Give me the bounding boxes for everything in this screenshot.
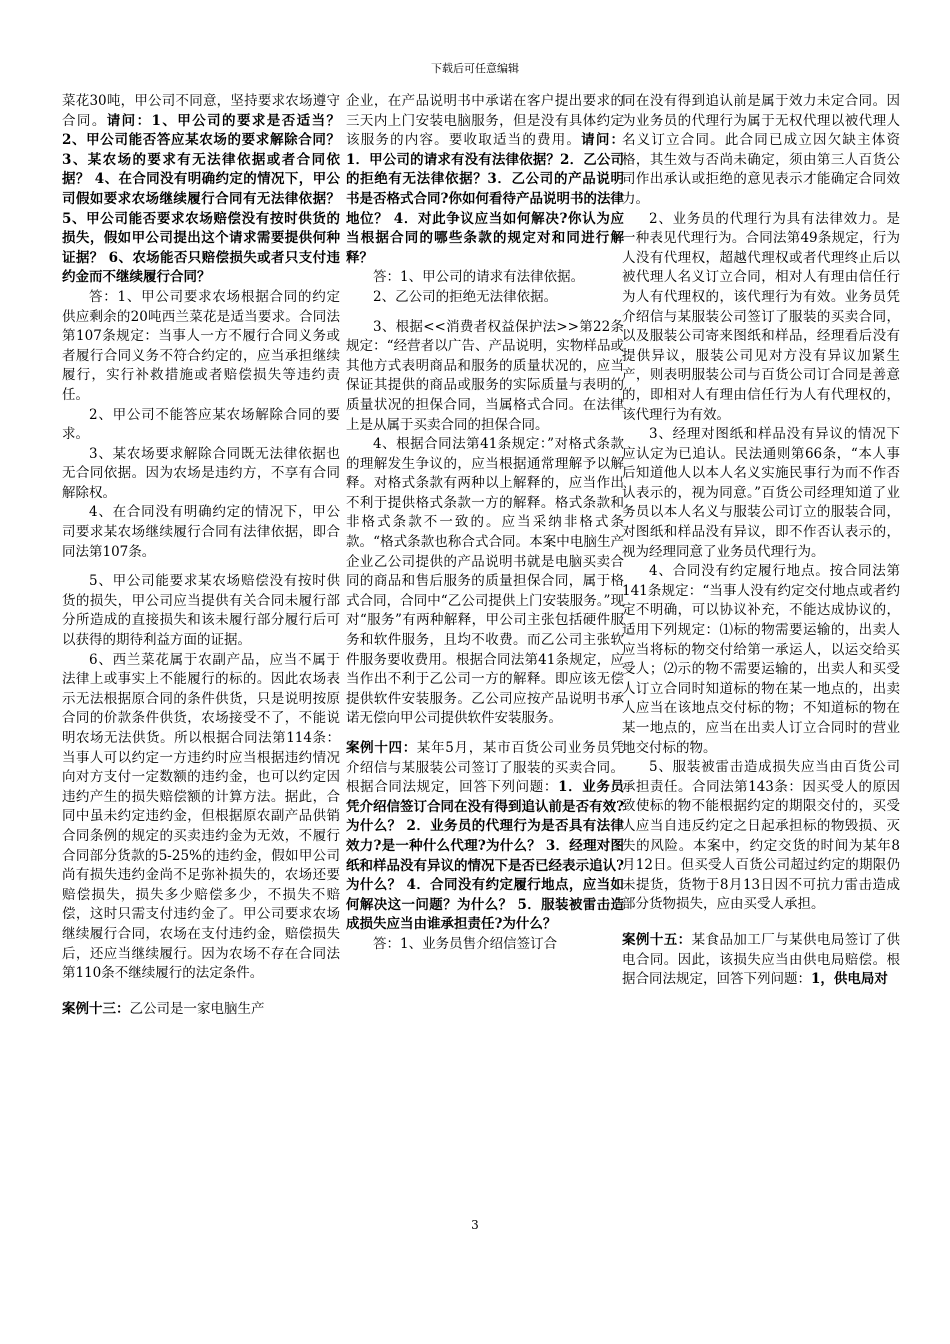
paragraph: 同在没有得到追认前是属于效力未定合同。因为业务员的代理行为属于无权代理以被代理人名义订立合同。此合同已成立因欠缺主体资格，其生效与否尚未确定，须由第三人百货公司作出承认或拒绝的意见表示才能确定合同效力。 [622,93,900,207]
answer-2: 2、甲公司不能答应某农场解除合同的要求。 [62,406,340,443]
case-14-questions: 1．业务员凭介绍信签订合同在没有得到追认前是否有效?为什么？ 2．业务员的代理行为是否具有法律效力?是一种什么代理?为什么？ 3．经理对图纸和样品没有异议的情况下是否已经表示追认?为什么？ 4．合同没有约定履行地点，应当如何解决这一问题？为什么？ 5．服装被雷击造成损失应当由谁承担责任?为什么？ [346,779,625,933]
case-13-intro [62,1000,340,1020]
answer-2: 2、乙公司的拒绝无法律依据。 [373,288,558,305]
answer-3: 3、某农场要求解除合同既无法律依据也无合同依据。因为农场是违约方，不享有合同解除权。 [62,445,340,501]
page-header: 下载后可任意编辑 [431,62,519,75]
question-label: 请问： [581,132,625,149]
answer-4: 4、根据合同法第41条规定：”对格式条款的理解发生争议的，应当根据通常理解予以解释。对格式条款有两种以上解释的，应当作出不利于提供格式条款一方的解释。格式条款和非格式条款不一致的。应当采纳非格式条款。“格式条款也称合式合同。本案中电脑生产企业乙公司提供的产品说明书就是电脑买卖合同的商品和售后服务的质量担保合同，属于格式合同，合同中“乙公司提供上门安装服务。”现对“服务”有两种解释，甲公司主张包括硬件服务和软件服务，且均不收费。而乙公司主张软件服务要收费用。根据合同法第41条规定，应当作出不利于乙公司一方的解释。即应该无偿提供软件安装服务。乙公司应按产品说明书承诺无偿向甲公司提供软件安装服务。 [346,436,624,727]
answer-5: 5、甲公司能要求某农场赔偿没有按时供货的损失，甲公司应当提供有关合同未履行部分所造成的直接损失和该未履行部分履行后可以获得的期待利益方面的证据。 [62,573,340,649]
answer-4: 4、合同没有约定履行地点。按合同法第141条规定：“当事人没有约定交付地点或者约定不明确，可以协议补充，不能达成协议的，适用下列规定：⑴标的物需要运输的，出卖人应当将标的物交付给第一承运人，以运交给买受人；⑵示的物不需要运输的，出卖人和买受人订立合同时知道标的物在某一地点的，出卖人应当在该地点交付标的物；不知道标的物在某一地点的，应当在出卖人订立合同时的营业地交付标的物。 [622,563,900,756]
answer-4: 4、在合同没有明确约定的情况下，甲公司要求某农场继续履行合同有法律依据，即合同法第107条。 [62,504,340,560]
answer-1: 答：1、甲公司的请求有法律依据。 [373,269,585,286]
answer-3: 3、根据<<消费者权益保护法>>第22条规定：“经营者以广告、产品说明，实物样品或其他方式表明商品和服务的质量状况的，应当保证其提供的商品或服务的实际质量与表明的质量状况的担保合同，当属格式合同。在法律上是从属于买卖合同的担保合同。 [346,318,624,433]
case-15-question: 1，供电局对 [811,971,888,988]
page-number: 3 [471,1218,479,1232]
questions-bold: 1．甲公司的请求有没有法律依据？2．乙公司的拒绝有无法律依据？3．乙公司的产品说明书是否格式合同?你如何看待产品说明书的法律地位？ 4．对此争议应当如何解决?你认为应当根据合同的哪些条款的规定对和同进行解释？ [346,151,624,266]
text-run: 菜花30吨，甲公司不同意，坚持要求农场遵守合同。 [62,93,340,129]
answer-6: 6、西兰菜花属于农副产品，应当不属于法律上或事实上不能履行的标的。因此农场表示无法根据原合同的条件供货，只是说明按原合同的价款条件供货，农场接受不了，不能说明农场无法供货。所以根据合同法第114条：当事人可以约定一方违约时应当根据违约情况向对方支付一定数额的违约金，也可以约定因违约产生的损失赔偿额的计算方法。据此，合同中虽未约定违约金，但根据原农副产品供销合同条例的规定的买卖违约金为无效，不履行合同部分货款的5-25%的违约金，假如甲公司尚有损失违约金尚不足弥补损失的，农场还要赔偿损失，损失多少赔偿多少，不损失不赔偿，这时只需支付违约金了。甲公司要求农场继续履行合同，农场在支付违约金，赔偿损失后，还应当继续履行。因为农场不存在合同法第110条不继续履行的法定条件。 [62,651,340,982]
case-14-title: 案例十四： [346,740,417,756]
case-14-intro [346,739,624,935]
column-right [622,92,900,990]
paragraph [62,92,340,288]
case-14-text: 某年5月，某市百货公司业务员凭介绍信与某服装公司签订了服装的买卖合同。根据合同法规定，回答下列问题： [346,740,625,796]
case-13-text: 乙公司是一家电脑生产 [129,1000,265,1017]
answer-3: 3、经理对图纸和样品没有异议的情况下应认定为已追认。民法通则第66条，“本人事后知道他人以本人名义实施民事行为而不作否认表示的，视为同意。”百货公司经理知道了业务员以本人名义与服装公司订立的服装合同，对图纸和样品没有异议，即不作否认表示的，视为经理同意了业务员代理行为。 [622,426,900,560]
case-15-text: 某食品加工厂与某供电局签订了供电合同。因此，该损失应当由供电局赔偿。根据合同法规定，回答下列问题： [622,931,901,988]
case-13-title: 案例十三： [62,1000,130,1017]
answer-5: 5、服装被雷击造成损失应当由百货公司承担责任。合同法第143条：因买受人的原因致使标的物不能根据约定的期限交付的，买受人应当自违反约定之日起承担标的物毁损、灭失的风险。本案中，约定交货的时间为某年8月12日。但买受人百货公司超过约定的期限仍未提货，货物于8月13日因不可抗力雷击造成部分货物损失，应由买受人承担。 [622,759,900,913]
answer-2: 2、业务员的代理行为具有法律效力。是一种表见代理行为。合同法第49条规定，行为人没有代理权，超越代理权或者代理终止后以被代理人名义订立合同，相对人有理由信任行为人有代理权的，该代理行为有效。业务员凭介绍信与某服装公司签订了服装的买卖合同，以及服装公司寄来图纸和样品，经理看后没有提供异议，服装公司见对方没有异议加紧生产，则表明服装公司与百货公司订合同是善意的，即相对人有理由信任行为人有代理权的，该代理行为有效。 [622,210,900,423]
answer-1: 答：1、甲公司要求农场根据合同的约定供应剩余的20吨西兰菜花是适当要求。合同法第107条规定：当事人一方不履行合同义务或者履行合同义务不符合约定的，应当承担继续履行，实行补救措施或者赔偿损失等违约责任。 [62,288,340,403]
column-left [62,92,340,1019]
text-run: 企业，在产品说明书中承诺在客户提出要求的三天内上门安装电脑服务，但是没有具体约定该服务的内容。要收取适当的费用。 [346,93,624,149]
column-middle [346,92,624,955]
answer-start: 答：1、业务员售介绍信签订合 [373,935,558,952]
paragraph [346,92,624,268]
questions-bold: 请问：1、甲公司的要求是否适当？ 2、甲公司能否答应某农场的要求解除合同？ 3、某农场的要求有无法律依据或者合同依据？ 4、在合同没有明确约定的情况下，甲公司假如要求农场继续履行合同有无法律依据？ 5、甲公司能否要求农场赔偿没有按时供货的损失，假如甲公司提出这个请求需要提供何种证据？ 6、农场能否只赔偿损失或者只支付违约金而不继续履行合同？ [62,112,340,286]
case-15-title: 案例十五： [622,931,692,948]
case-15-intro [622,931,900,990]
